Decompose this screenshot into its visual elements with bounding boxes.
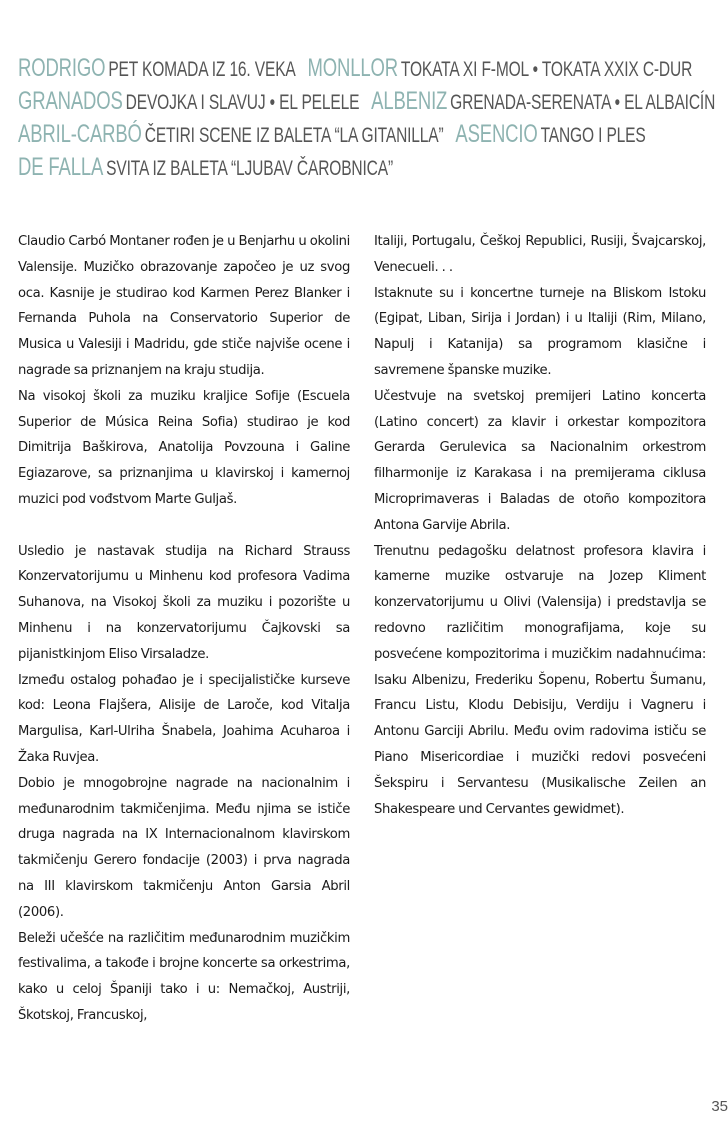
biography-paragraph: Na visokoj školi za muziku kraljice Sofije (Escuela Superior de Música Reina Sofia) studirao je kod Dimitrija Baškirova, Anatolija Povzouna i Galine Egiazarove, sa priznanjima u klavirskoj i kamernoj muzici pod vođstvom Marte Guljaš.	[18, 388, 350, 507]
biography-paragraph: Usledio je nastavak studija na Richard Strauss Konzervatorijumu u Minhenu kod profesora Vadima Suhanova, na Visokoj školi za muziku i pozorište u Minhenu i na konzervatorijumu Čajkovski sa pijanistkinjom Eliso Virsaladze.	[18, 543, 350, 662]
composer-name: GRANADOS	[18, 87, 123, 115]
work-title: ČETIRI SCENE IZ BALETA “LA GITANILLA”	[144, 124, 444, 147]
biography-left-column	[18, 229, 350, 1029]
biography-paragraph: Claudio Carbó Montaner rođen je u Benjarhu u okolini Valensije. Muzičko obrazovanje započeo je uz svog oca. Kasnije je studirao kod Karmen Perez Blanker i Fernanda Puhola na Conservatorio Superior de Musica u Valesiji i Madridu, gde stiče najviše ocene i nagrade sa priznanjem na kraju studija.	[18, 234, 350, 378]
biography-paragraph: Između ostalog pohađao je i specijalističke kurseve kod: Leona Flajšera, Alisije de Laroče, kod Vitalja Margulisa, Karl-Ulriha Šnabela, Joahima Acuharoa i Žaka Ruvjea.	[18, 672, 350, 765]
work-title: DEVOJKA I SLAVUJ • EL PELELE	[125, 91, 360, 114]
composer-name: ASENCIO	[455, 120, 538, 148]
composer-name: DE FALLA	[18, 153, 104, 181]
composer-name: ABRIL-CARBÓ	[18, 120, 142, 148]
biography-right-column	[374, 229, 706, 1029]
program-line	[18, 118, 646, 151]
work-title: GRENADA-SERENATA • EL ALBAICÍN	[450, 91, 716, 114]
biography	[18, 229, 706, 1029]
composer-name: MONLLOR	[307, 54, 398, 82]
page-number: 35	[711, 1098, 728, 1115]
work-title: SVITA IZ BALETA “LJUBAV ČAROBNICA”	[106, 157, 394, 180]
composer-name: ALBENIZ	[371, 87, 448, 115]
biography-paragraph: Istaknute su i koncertne turneje na Bliskom Istoku (Egipat, Liban, Sirija i Jordan) i u Italiji (Rim, Milano, Napulj i Katanija) sa programom klasične i savremene španske muzike.	[374, 285, 706, 378]
biography-paragraph: Trenutnu pedagošku delatnost profesora klavira i kamerne muzike ostvaruje na Jozep Kliment konzervatorijumu u Olivi (Valensija) i predstavlja se redovno različitim monografijama, koje su posvećene kompozitorima i muzičkim nadahnućima: Isaku Albenizu, Frederiku Šopenu, Robertu Šumanu, Francu Listu, Klodu Debisiju, Verdiju i Vagneru i Antonu Garciji Abrilu. Među ovim radovima ističu se Piano Misericordiae i muzički redovi posvećeni Šekspiru i Servantesu (Musikalische Zeilen an Shakespeare und Cervantes gewidmet).	[374, 543, 706, 817]
concert-program	[18, 52, 718, 184]
work-title: TANGO I PLES	[540, 124, 646, 147]
work-title: TOKATA XI F-MOL • TOKATA XXIX C-DUR	[400, 58, 693, 81]
program-line	[18, 52, 693, 85]
composer-name: RODRIGO	[18, 54, 106, 82]
biography-paragraph: Učestvuje na svetskoj premijeri Latino koncerta (Latino concert) za klavir i orkestar kompozitora Gerarda Gerulevica sa Nacionalnim orkestrom filharmonije iz Karakasa i na premijerama ciklusa Microprimaveras i Baladas de otoño kompozitora Antona Garvije Abrila.	[374, 388, 706, 533]
program-line	[18, 85, 716, 118]
biography-paragraph: Italiji, Portugalu, Češkoj Republici, Rusiji, Švajcarskoj, Venecueli. . .	[374, 234, 706, 275]
biography-paragraph: Beleži učešće na različitim međunarodnim muzičkim festivalima, a takođe i brojne koncerte sa orkestrima, kako u celoj Španiji tako i u: Nemačkoj, Austriji, Škotskoj, Francuskoj,	[18, 930, 350, 1023]
biography-paragraph: Dobio je mnogobrojne nagrade na nacionalnim i međunarodnim takmičenjima. Među njima se ističe druga nagrada na IX Internacionalnom klavirskom takmičenju Gerero fondacije (2003) i prva nagrada na III klavirskom takmičenju Anton Garsia Abril (2006).	[18, 775, 350, 920]
work-title: PET KOMADA IZ 16. VEKA	[108, 58, 296, 81]
program-line	[18, 151, 536, 184]
